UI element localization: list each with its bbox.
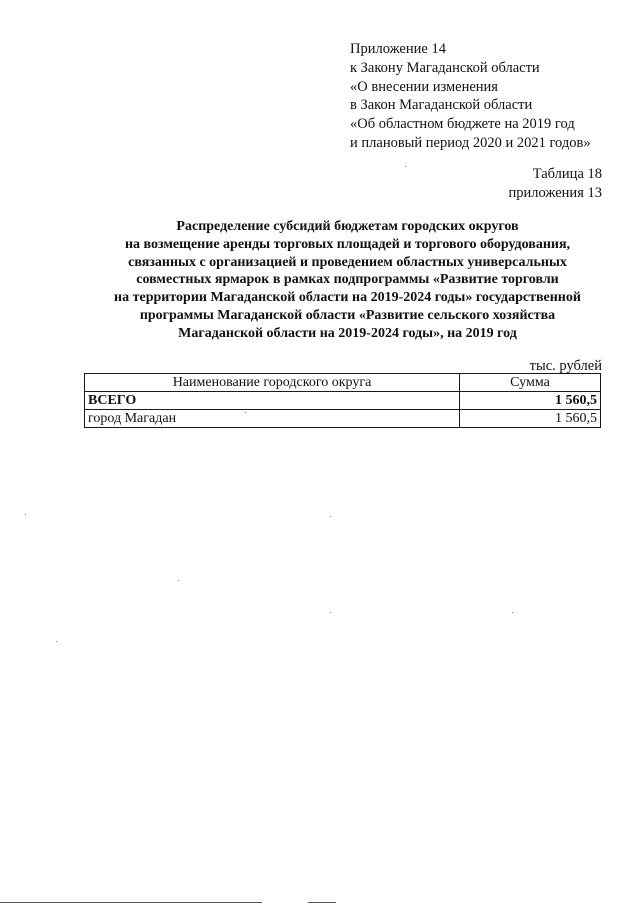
- title-line: на возмещение аренды торговых площадей и торгового оборудования,: [124, 236, 571, 252]
- row-amount: 1 560,5: [460, 410, 601, 428]
- scan-speck: [512, 612, 513, 613]
- appendix-header: [350, 40, 591, 153]
- title-line: связанных с организацией и проведением областных универсальных: [128, 254, 567, 270]
- scan-speck: [405, 166, 406, 167]
- scan-speck: [330, 516, 331, 517]
- appendix-line: и плановый период 2020 и 2021 годов»: [350, 134, 591, 151]
- footer-rule: [0, 902, 262, 903]
- title-line: на территории Магаданской области на 2019-2024 годы» государственной: [114, 290, 581, 306]
- appendix-line: «Об областном бюджете на 2019 год: [350, 116, 575, 133]
- subsidy-table: [84, 373, 601, 428]
- table-reference: [509, 165, 602, 203]
- table-row: [85, 410, 601, 428]
- scan-speck: [25, 514, 26, 515]
- appendix-line: к Закону Магаданской области: [350, 59, 540, 76]
- row-amount: 1 560,5: [460, 392, 601, 410]
- title-line: Магаданской области на 2019-2024 годы», на 2019 год: [178, 325, 517, 341]
- scan-speck: [245, 412, 246, 413]
- table-row-total: [85, 392, 601, 410]
- column-header-amount: Сумма: [460, 374, 601, 392]
- title-line: Распределение субсидий бюджетам городских округов: [176, 219, 519, 234]
- document-title: [60, 218, 635, 343]
- title-line: программы Магаданской области «Развитие сельского хозяйства: [139, 307, 556, 323]
- scan-speck: [330, 612, 331, 613]
- column-header-district: Наименование городского округа: [85, 374, 460, 392]
- appendix-line: в Закон Магаданской области: [350, 97, 533, 114]
- row-label: город Магадан: [85, 410, 460, 428]
- table-ref-line: Таблица 18: [532, 166, 602, 182]
- units-label: тыс. рублей: [529, 358, 602, 374]
- title-line: совместных ярмарок в рамках подпрограммы «Развитие торговли: [136, 272, 559, 288]
- appendix-line: Приложение 14: [350, 41, 446, 57]
- table-ref-line: приложения 13: [508, 184, 602, 201]
- appendix-line: «О внесении изменения: [350, 78, 498, 95]
- table-header-row: [85, 374, 601, 392]
- row-label: ВСЕГО: [85, 392, 460, 410]
- scan-speck: [178, 580, 179, 581]
- scan-speck: [56, 641, 57, 642]
- footer-rule: [308, 902, 336, 903]
